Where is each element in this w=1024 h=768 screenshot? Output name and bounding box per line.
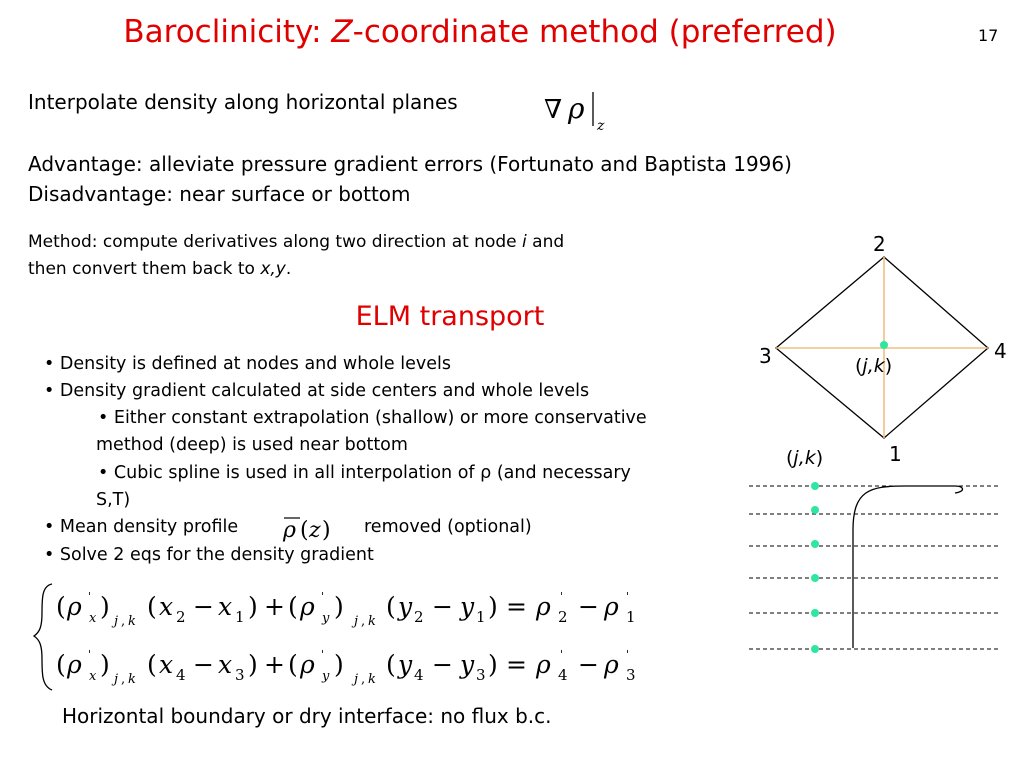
gradient-rho-z-formula [540, 86, 620, 138]
subbullet-extrapolation: • Either constant extrapolation (shallow) or more conservative [98, 408, 647, 428]
svg-text:x: x [218, 650, 233, 679]
svg-text:): ) [488, 650, 498, 679]
svg-text:y: y [460, 650, 475, 679]
subbullet-extrapolation-cont: method (deep) is used near bottom [96, 435, 408, 455]
bullet-density-gradient: • Density gradient calculated at side centers and whole levels [44, 381, 590, 401]
svg-text:': ' [321, 648, 325, 661]
svg-text:ρ: ρ [568, 92, 585, 125]
density-profile-curve [853, 486, 963, 648]
svg-text:−: − [578, 592, 599, 621]
svg-text:ρ: ρ [536, 650, 551, 679]
svg-text:,: , [361, 614, 366, 629]
svg-text:1: 1 [626, 608, 636, 626]
svg-text:,: , [361, 672, 366, 687]
svg-text:2: 2 [414, 608, 424, 626]
bullet-mean-density: • Mean density profile [44, 517, 239, 537]
svg-text:k: k [368, 614, 376, 629]
svg-text:ρ: ρ [604, 650, 619, 679]
density-gradient-equations [30, 578, 670, 698]
svg-text:j: j [114, 614, 119, 629]
svg-text:z: z [309, 518, 321, 543]
svg-text:4: 4 [558, 666, 568, 684]
slide-title: Baroclinicity: Z-coordinate method (preferred) [123, 14, 837, 50]
node-label-2: 2 [873, 232, 886, 256]
level-node-dot [811, 506, 819, 514]
level-node-dot [811, 540, 819, 548]
svg-text:j: j [354, 672, 359, 687]
svg-text:): ) [488, 592, 498, 621]
svg-text:': ' [626, 590, 630, 603]
svg-text:x: x [218, 592, 233, 621]
svg-text:ρ: ρ [536, 592, 551, 621]
footer-boundary-text: Horizontal boundary or dry interface: no flux b.c. [62, 704, 552, 728]
svg-text:j: j [354, 614, 359, 629]
level-node-dot [811, 645, 819, 653]
advantage-text: Advantage: alleviate pressure gradient errors (Fortunato and Baptista 1996) [28, 152, 792, 176]
svg-text:−: − [432, 592, 453, 621]
svg-text:3: 3 [235, 666, 245, 684]
svg-text:': ' [560, 648, 564, 661]
node-label-3: 3 [759, 344, 772, 368]
svg-text:−: − [193, 650, 214, 679]
svg-text:=: = [506, 592, 527, 621]
svg-text:3: 3 [626, 666, 636, 684]
svg-text:=: = [506, 650, 527, 679]
svg-text:': ' [88, 590, 92, 603]
svg-text:(: ( [56, 650, 66, 679]
svg-text:y: y [398, 592, 413, 621]
svg-text:−: − [432, 650, 453, 679]
svg-text:1: 1 [235, 608, 245, 626]
svg-text:1: 1 [476, 608, 486, 626]
svg-text:y: y [322, 669, 330, 684]
svg-text:): ) [100, 592, 110, 621]
svg-text:ρ: ρ [283, 518, 296, 543]
svg-text:(: ( [56, 592, 66, 621]
svg-text:): ) [322, 518, 331, 543]
svg-text:): ) [334, 650, 344, 679]
svg-text:x: x [159, 592, 174, 621]
svg-text:3: 3 [476, 666, 486, 684]
svg-text:): ) [100, 650, 110, 679]
svg-text:y: y [460, 592, 475, 621]
svg-text:): ) [248, 650, 258, 679]
svg-text:x: x [89, 611, 97, 626]
svg-text:y: y [322, 611, 330, 626]
svg-text:(: ( [288, 650, 298, 679]
svg-text:k: k [368, 672, 376, 687]
svg-text:x: x [89, 669, 97, 684]
svg-text:2: 2 [176, 608, 186, 626]
svg-text:': ' [88, 648, 92, 661]
svg-text:': ' [626, 648, 630, 661]
svg-text:2: 2 [558, 608, 568, 626]
bullet-density-nodes: • Density is defined at nodes and whole levels [44, 354, 451, 374]
svg-text:4: 4 [414, 666, 424, 684]
node-label-1: 1 [889, 442, 902, 466]
svg-text:,: , [121, 614, 126, 629]
interpolate-text: Interpolate density along horizontal planes [28, 90, 458, 114]
svg-text:ρ: ρ [67, 592, 82, 621]
subbullet-cubic-spline-cont: S,T) [96, 490, 131, 510]
svg-text:ρ: ρ [300, 592, 315, 621]
svg-text:x: x [159, 650, 174, 679]
svg-text:k: k [128, 614, 136, 629]
mean-density-formula [278, 510, 344, 544]
elm-transport-heading: ELM transport [355, 301, 545, 332]
svg-text:+: + [264, 592, 285, 621]
element-diagram [760, 225, 1020, 475]
svg-text:−: − [193, 592, 214, 621]
method-line-1: Method: compute derivatives along two direction at node i and [28, 232, 565, 252]
svg-text:z: z [597, 118, 605, 134]
svg-text:ρ: ρ [604, 592, 619, 621]
disadvantage-text: Disadvantage: near surface or bottom [28, 182, 411, 206]
svg-text:(: ( [147, 592, 157, 621]
subbullet-cubic-spline: • Cubic spline is used in all interpolation of ρ (and necessary [98, 463, 631, 483]
svg-text:,: , [121, 672, 126, 687]
svg-text:(: ( [386, 592, 396, 621]
svg-text:(: ( [147, 650, 157, 679]
vertical-profile-diagram [745, 470, 1005, 660]
svg-text:4: 4 [176, 666, 186, 684]
profile-node-label: (j,k) [786, 447, 824, 469]
bullet-mean-density-removed: removed (optional) [364, 517, 532, 537]
bullet-solve-eqs: • Solve 2 eqs for the density gradient [44, 545, 374, 565]
method-line-2: then convert them back to x,y. [28, 259, 292, 279]
center-node-label: (j,k) [855, 355, 893, 377]
svg-text:k: k [128, 672, 136, 687]
svg-text:ρ: ρ [300, 650, 315, 679]
svg-text:': ' [560, 590, 564, 603]
svg-text:∇: ∇ [544, 95, 563, 125]
level-node-dot [811, 574, 819, 582]
svg-text:): ) [334, 592, 344, 621]
page-number: 17 [978, 26, 999, 45]
svg-text:': ' [321, 590, 325, 603]
svg-text:ρ: ρ [67, 650, 82, 679]
svg-text:−: − [578, 650, 599, 679]
svg-text:): ) [248, 592, 258, 621]
svg-text:j: j [114, 672, 119, 687]
svg-text:y: y [398, 650, 413, 679]
level-node-dot [811, 482, 819, 490]
level-node-dot [811, 609, 819, 617]
svg-text:+: + [264, 650, 285, 679]
center-node-dot [880, 341, 888, 349]
svg-text:(: ( [288, 592, 298, 621]
svg-text:(: ( [300, 518, 309, 543]
node-label-4: 4 [994, 339, 1007, 363]
svg-text:(: ( [386, 650, 396, 679]
